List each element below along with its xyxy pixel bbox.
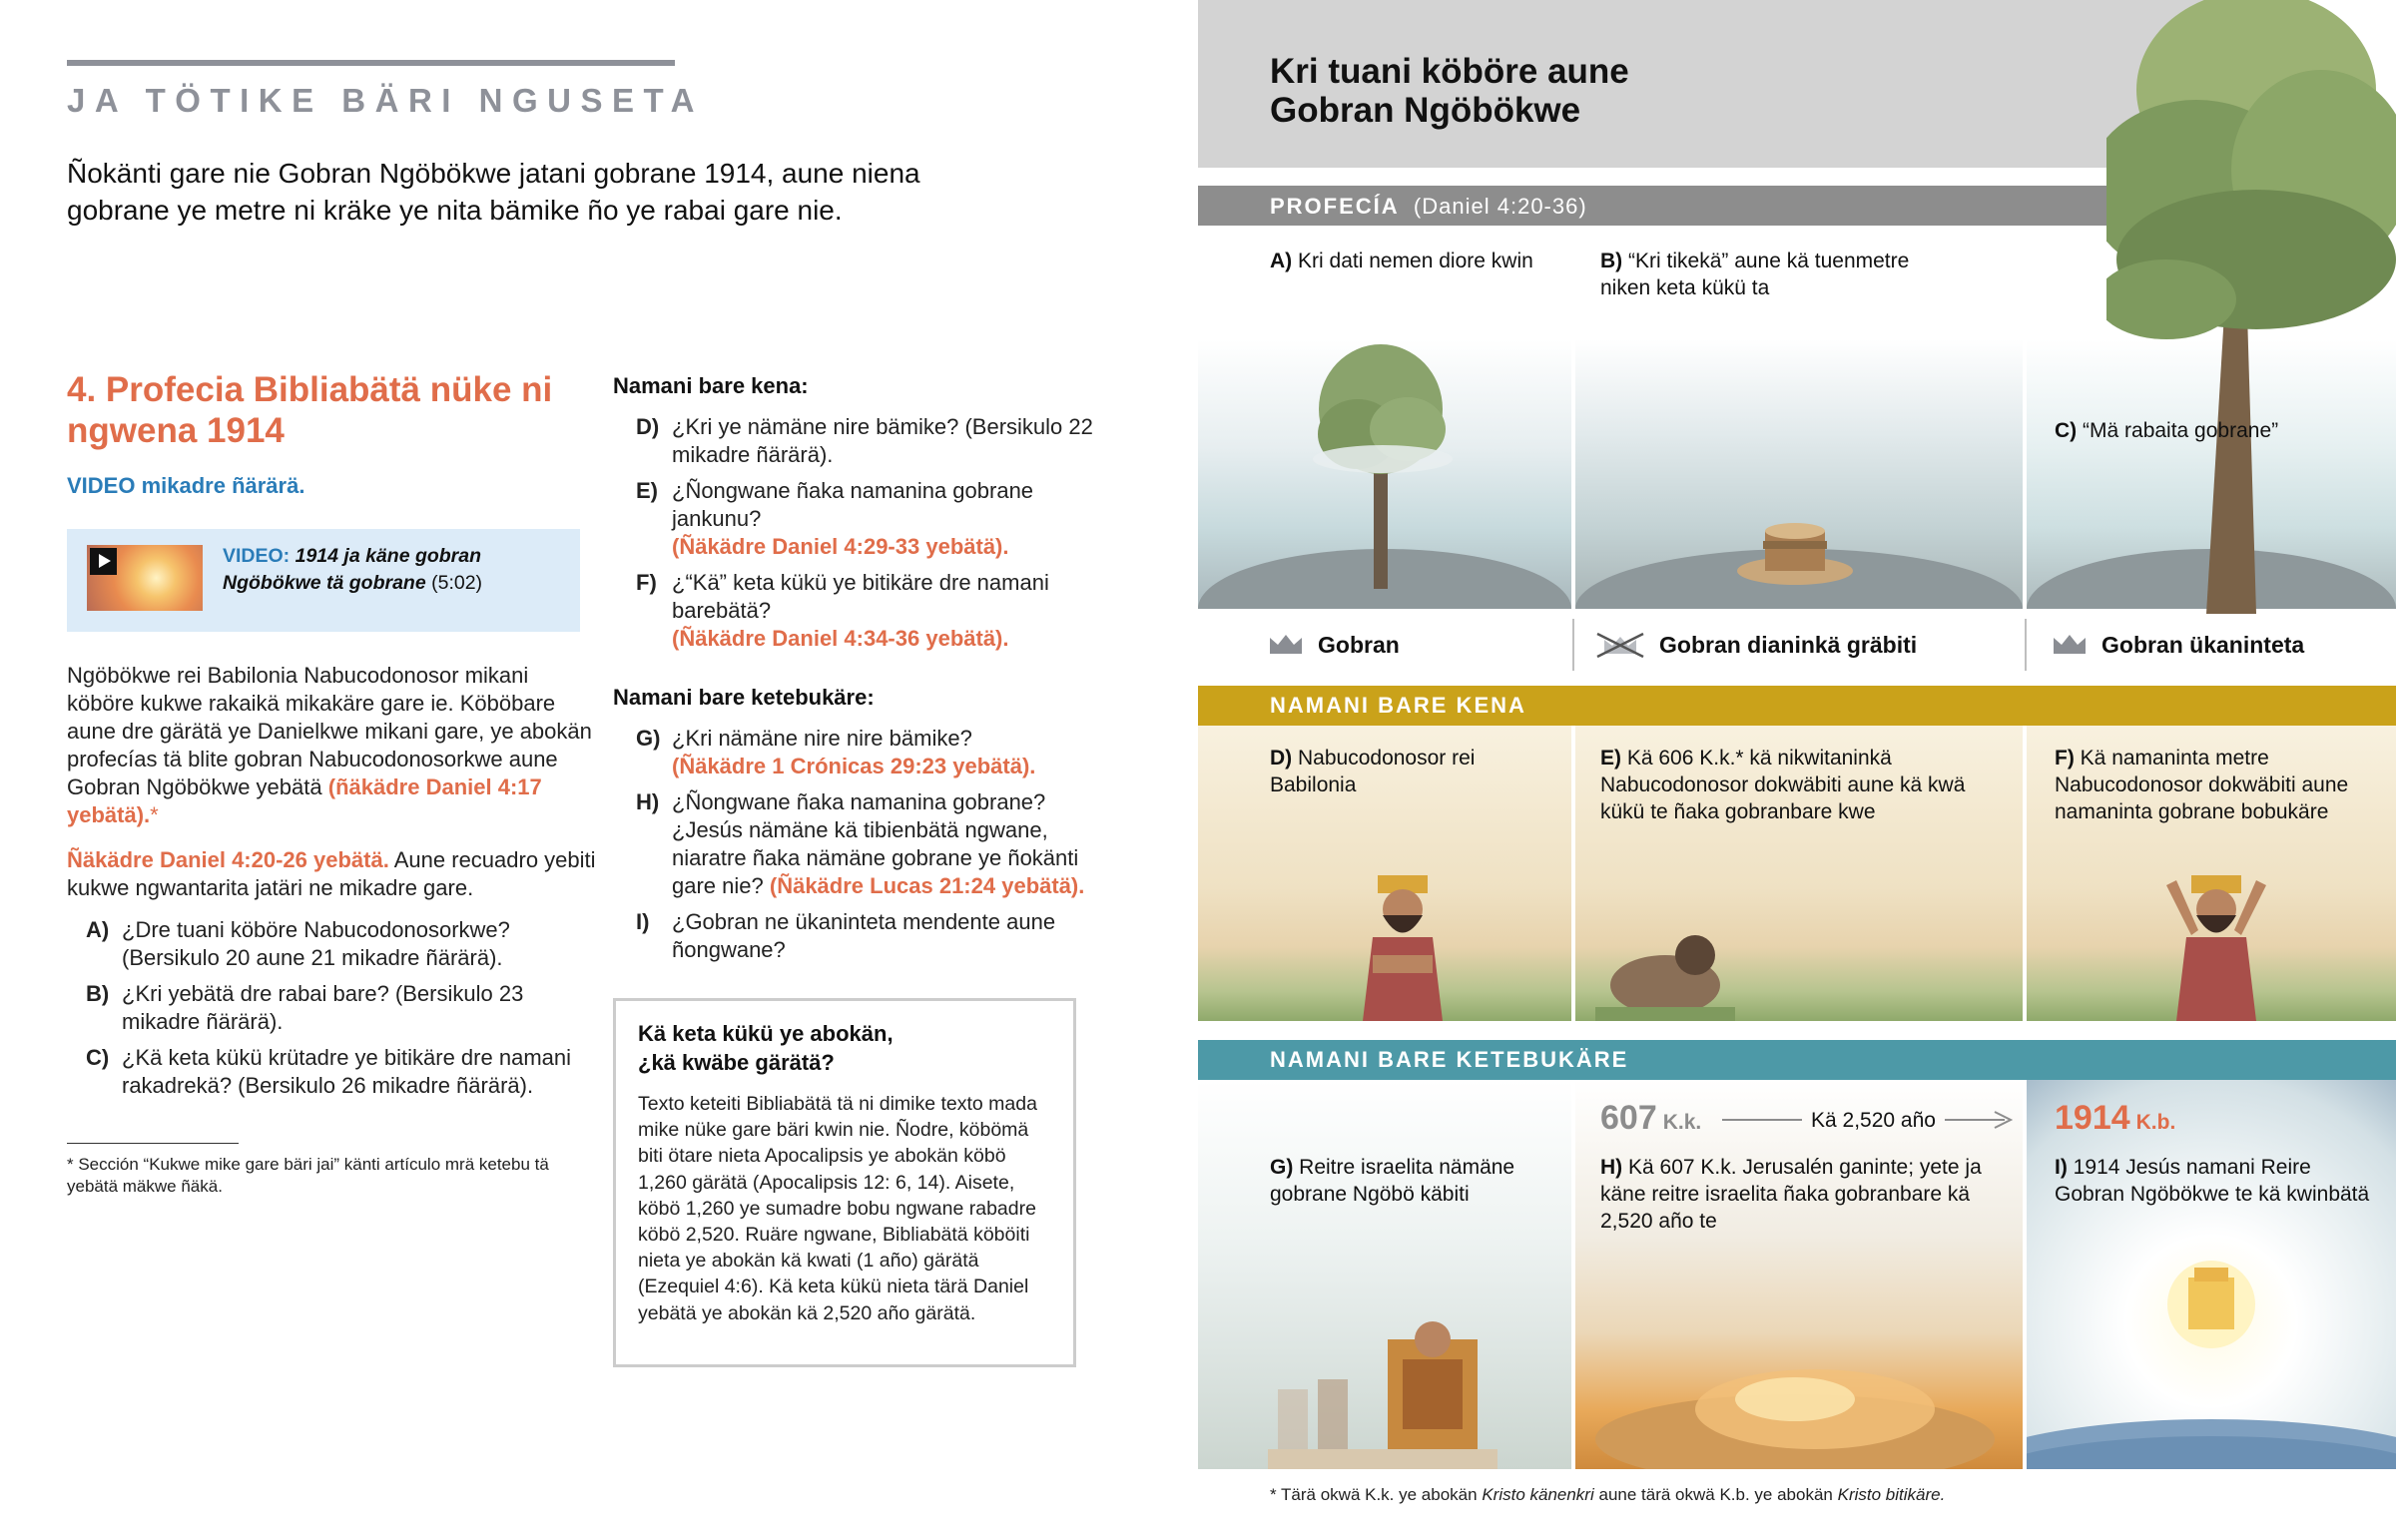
question-list-abc bbox=[86, 916, 585, 1108]
footnote-mark[interactable]: * bbox=[150, 802, 159, 827]
footnote-divider bbox=[67, 1143, 239, 1144]
crossed-crown-icon bbox=[1595, 632, 1645, 658]
scripture-ref-1-cronicas[interactable]: (Ñäkädre 1 Crónicas 29:23 yebätä). bbox=[672, 754, 1036, 778]
column-divider bbox=[1572, 619, 1574, 671]
small-tree-illustration bbox=[1308, 339, 1458, 589]
footnote-left: * Sección “Kukwe mike gare bäri jai” känti artículo mrä ketebu tä yebätä mäkwe ñäkä. bbox=[67, 1155, 549, 1196]
lesson-intro: Ñokänti gare nie Gobran Ngöbökwe jatani gobrane 1914, aune niena gobrane ye metre ni kräke ye nita bämike ño ye rabai gare nie. bbox=[67, 158, 920, 226]
caption-c: C) “Mä rabaita gobrane” bbox=[2055, 419, 2279, 442]
info-box bbox=[613, 998, 1076, 1367]
timeline-line bbox=[1722, 1115, 1802, 1125]
question-h: H) ¿Ñongwane ñaka namanina gobrane? ¿Jesús nämäne kä tibienbätä ngwane, niaratre ñaka nämäne gobrane ye ñokänti gare nie? (Ñäkädre Lucas 21:24 yebätä). bbox=[636, 789, 1085, 898]
question-list-def bbox=[636, 413, 1115, 661]
scripture-ref-lucas[interactable]: (Ñäkädre Lucas 21:24 yebätä). bbox=[769, 873, 1085, 898]
info-box-text: Texto keteiti Bibliabätä tä ni dimike texto mada mike nüke gare bäri kwin nie. Ñodre, köbömä biti ötare nieta Apocalipsis ye abokän köbö 1,260 gärätä (Apocalipsis 12: 6, 14). Aisete, köbö 1,260 ye sumadre bobu ngwane rabadre köbö 2,520. Ruäre ngwane, Bibliabätä köböiti nieta ye abokän kä kwati (1 año) gärätä (Ezequiel 4:6). Kä keta kükü nieta tärä Daniel yebätä ye abokän kä 2,520 año gärätä. bbox=[638, 1093, 1037, 1324]
video-instruction: VIDEO mikadre ñärärä. bbox=[67, 473, 305, 498]
paragraph-read-daniel: Ñäkädre Daniel 4:20-26 yebätä. Aune recuadro yebiti kukwe ngwantarita jatäri ne mikadre gare. bbox=[67, 847, 596, 900]
question-g: G) ¿Kri nämäne nire nire bämike? (Ñäkädre 1 Crónicas 29:23 yebätä). bbox=[636, 726, 1036, 778]
scripture-ref-daniel-4-17[interactable]: (ñäkädre Daniel 4:17 yebätä). bbox=[67, 774, 542, 827]
status-kingdom: Gobran bbox=[1268, 617, 1400, 673]
paragraph-nabucodonosor: Ngöbökwe rei Babilonia Nabucodonosor mikani köböre kukwe rakaikä mikakäre gare ie. Köböbare aune dre gärätä ye Danielkwe mikani gare, ye abokän profecías tä blite gobran Nabucodonosorkwe aune Gobran Ngöbökwe yebätä (ñäkädre Daniel 4:17 yebätä).* bbox=[67, 663, 592, 827]
question-a: A) ¿Dre tuani köböre Nabucodonosorkwe? (Bersikulo 20 aune 21 mikadre ñärärä). bbox=[86, 917, 510, 970]
throne-king-illustration bbox=[1268, 1299, 1498, 1469]
question-e: E) ¿Ñongwane ñaka namanina gobrane jankunu? (Ñäkädre Daniel 4:29-33 yebätä). bbox=[636, 478, 1034, 559]
status-kingdom-interrupted: Gobran dianinkä gräbiti bbox=[1595, 617, 1917, 673]
kena-heading: Namani bare kena: bbox=[613, 373, 809, 398]
king-praising-illustration bbox=[2156, 875, 2276, 1021]
status-kingdom-restored: Gobran ükaninteta bbox=[2052, 617, 2304, 673]
chart-title: Kri tuani köböre aune Gobran Ngöbökwe bbox=[1270, 52, 1629, 130]
lesson-divider bbox=[67, 60, 675, 66]
big-tree-illustration bbox=[2106, 0, 2396, 614]
panel-israelite-kings bbox=[1198, 1080, 1571, 1469]
video-thumbnail[interactable] bbox=[87, 545, 203, 611]
scripture-ref-daniel-4-34[interactable]: (Ñäkädre Daniel 4:34-36 yebätä). bbox=[672, 626, 1009, 651]
caption-a: A) Kri dati nemen diore kwin bbox=[1270, 250, 1533, 272]
burning-city-illustration bbox=[1595, 1329, 1995, 1469]
caption-i: I) 1914 Jesús namani Reire Gobran Ngöbökwe te kä kwinbätä bbox=[2055, 1156, 2370, 1206]
crown-icon bbox=[2052, 632, 2088, 658]
caption-d: D) Nabucodonosor rei Babilonia bbox=[1270, 747, 1476, 796]
timeline-span: Kä 2,520 año bbox=[1811, 1109, 1936, 1132]
panel-jesus-king bbox=[2027, 1080, 2396, 1469]
caption-h: H) Kä 607 K.k. Jerusalén ganinte; yete ja käne reitre israelita ñaka gobranbare kä 2,520 año te bbox=[1600, 1156, 1982, 1233]
kingdom-status-row bbox=[1198, 617, 2396, 673]
band-ketebukare-label: NAMANI BARE KETEBUKÄRE bbox=[1270, 1047, 1629, 1072]
profecia-label: PROFECÍA (Daniel 4:20-36) bbox=[1270, 194, 1587, 219]
column-divider bbox=[2025, 619, 2027, 671]
panel-jerusalem-destroyed bbox=[1575, 1080, 2023, 1469]
crouching-figure-illustration bbox=[1595, 925, 1735, 1021]
scripture-ref-daniel-4-29[interactable]: (Ñäkädre Daniel 4:29-33 yebätä). bbox=[672, 534, 1009, 559]
footnote-right: * Tärä okwä K.k. ye abokän Kristo känenkri aune tärä okwä K.b. ye abokän Kristo bitikäre. bbox=[1270, 1485, 1946, 1504]
year-607: 607 K.k. bbox=[1600, 1099, 1702, 1137]
caption-e: E) Kä 606 K.k.* kä nikwitaninkä Nabucodonosor dokwäbiti aune kä kwä kükü te ñaka gobranbare kwe bbox=[1600, 747, 1966, 823]
band-kena-label: NAMANI BARE KENA bbox=[1270, 693, 1526, 718]
crown-icon bbox=[1268, 632, 1304, 658]
stump-illustration bbox=[1735, 509, 1855, 589]
play-icon[interactable] bbox=[90, 548, 117, 575]
caption-b: B) “Kri tikekä” aune kä tuenmetre niken keta kükü ta bbox=[1600, 250, 1910, 299]
throne-glow-illustration bbox=[2166, 1260, 2256, 1349]
video-title: 1914 ja käne gobran Ngöbökwe tä gobrane bbox=[223, 545, 482, 594]
ketebukare-heading: Namani bare ketebukäre: bbox=[613, 685, 875, 710]
video-caption[interactable] bbox=[223, 543, 572, 597]
year-1914: 1914 K.b. bbox=[2055, 1099, 2176, 1137]
video-label: VIDEO: bbox=[223, 545, 291, 567]
video-duration: (5:02) bbox=[431, 572, 483, 594]
caption-g: G) Reitre israelita nämäne gobrane Ngöbö käbiti bbox=[1270, 1156, 1515, 1206]
king-figure-illustration bbox=[1348, 875, 1458, 1021]
earth-illustration bbox=[2027, 1369, 2396, 1469]
caption-f: F) Kä namaninta metre Nabucodonosor dokwäbiti aune namaninta gobrane bobukäre bbox=[2055, 747, 2349, 823]
video-link[interactable] bbox=[67, 529, 580, 632]
scripture-ref-daniel-4-20[interactable]: Ñäkädre Daniel 4:20-26 yebätä. bbox=[67, 847, 389, 872]
arrow-right-icon bbox=[1945, 1108, 2015, 1132]
scene-tree-standing bbox=[1198, 339, 1571, 609]
question-list-ghi bbox=[636, 725, 1115, 972]
lesson-heading: JA TÖTIKE BÄRI NGUSETA bbox=[67, 82, 705, 119]
question-i: I) ¿Gobran ne ükaninteta mendente aune ñongwane? bbox=[636, 909, 1056, 962]
question-d: D) ¿Kri ye nämäne nire bämike? (Bersikulo 22 mikadre ñärärä). bbox=[636, 414, 1093, 467]
question-b: B) ¿Kri yebätä dre rabai bare? (Bersikulo 23 mikadre ñärärä). bbox=[86, 981, 524, 1034]
scene-tree-stump bbox=[1575, 339, 2023, 609]
section-title: 4. Profecia Bibliabätä nüke ni ngwena 1914 bbox=[67, 370, 553, 450]
question-f: F) ¿“Kä” keta kükü ye bitikäre dre namani barebätä? (Ñäkädre Daniel 4:34-36 yebätä). bbox=[636, 570, 1049, 651]
info-box-title: Kä keta kükü ye abokän, ¿kä kwäbe gärätä? bbox=[638, 1021, 894, 1075]
question-c: C) ¿Kä keta kükü krütadre ye bitikäre dre namani rakadrekä? (Bersikulo 26 mikadre ñärärä). bbox=[86, 1045, 572, 1098]
